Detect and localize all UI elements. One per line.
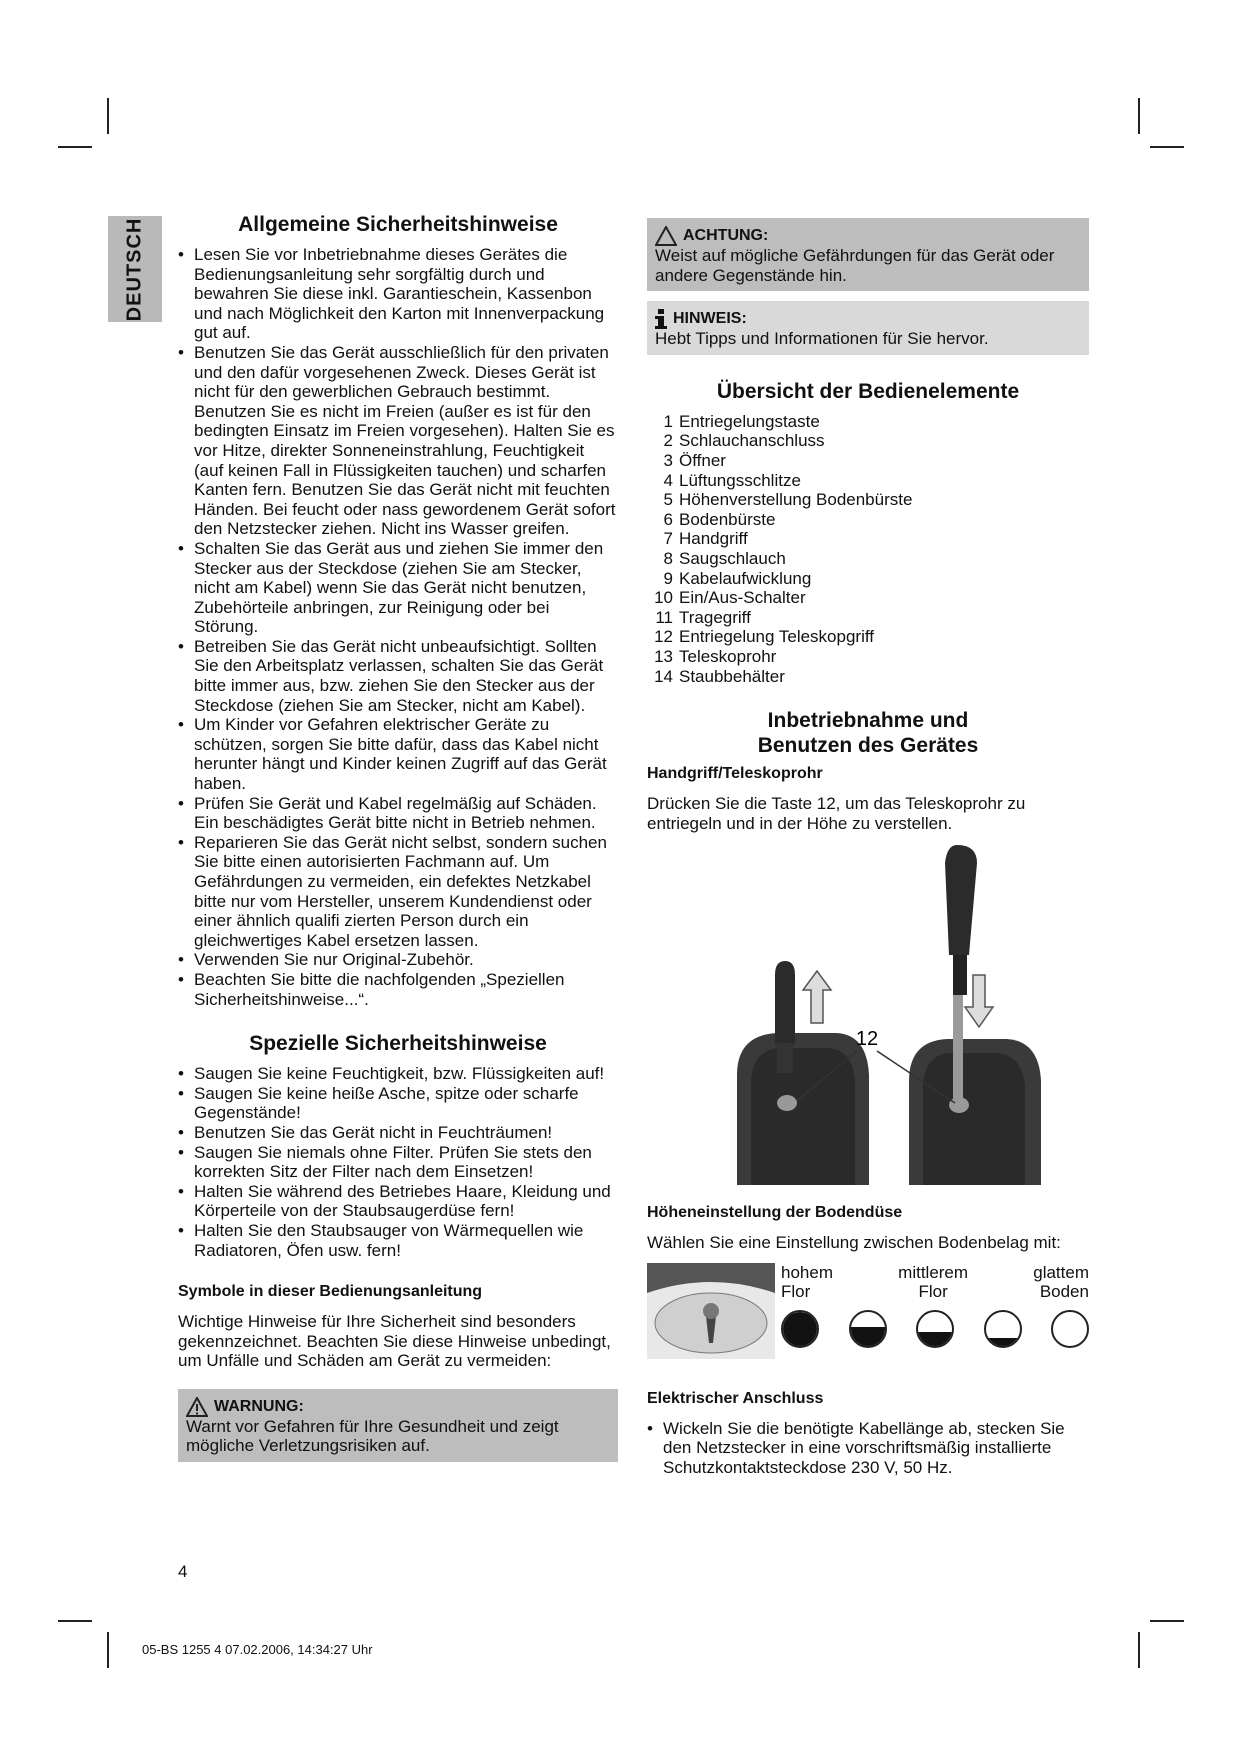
vacuum-left xyxy=(737,961,869,1185)
level-indicators xyxy=(781,1310,1089,1348)
level-high: hohem Flor xyxy=(781,1262,833,1302)
part-number: 12 xyxy=(654,627,673,647)
caution-text: Weist auf mögliche Gefährdungen für das Gerät oder andere Gegenstände hin. xyxy=(655,246,1055,285)
info-icon xyxy=(655,309,667,329)
part-number: 14 xyxy=(654,666,673,686)
part-number: 9 xyxy=(663,568,673,588)
list-item: • Prüfen Sie Gerät und Kabel regelmäßig auf Schäden. Ein beschädigtes Gerät bitte nicht in Betrieb nehmen. xyxy=(178,794,618,833)
part-number: 1 xyxy=(663,411,673,431)
special-safety-title: Spezielle Sicherheitshinweise xyxy=(249,1032,547,1056)
list-item: • Saugen Sie keine heiße Asche, spitze oder scharfe Gegenstände! xyxy=(178,1084,618,1123)
part-number: 11 xyxy=(655,607,673,627)
usage-title-line1: Inbetriebnahme und xyxy=(767,709,969,733)
list-item: • Benutzen Sie das Gerät ausschließlich für den privaten und den dafür vorgesehenen Zweck. Dieses Gerät ist nicht für den gewerblichen Gebrauch bestimmt. Benutzen Sie es nicht im Freien (außer es ist für den bedingten Einsatz im Freien vorgesehen). Halten Sie es vor Hitze, direkter Sonneneinstrahlung, Feuchtigkeit (auf keinen Fall in Flüssigkeiten tauchen) und scharfen Kanten fern. Benutzen Sie das Gerät nicht mit feuchten Händen. Bei feucht oder nass gewordenem Gerät sofort den Netzstecker ziehen. Nicht ins Wasser greifen. xyxy=(178,343,618,539)
level-circle-icon xyxy=(781,1310,819,1348)
warning-box xyxy=(178,1389,618,1462)
crop-mark xyxy=(107,1632,109,1668)
part-number: 4 xyxy=(663,470,673,490)
part-item xyxy=(647,471,1089,491)
part-label: Höhenverstellung Bodenbürste xyxy=(679,490,913,510)
part-label: Öffner xyxy=(679,450,726,470)
arrow-up-icon xyxy=(803,971,831,1023)
part-label: Lüftungsschlitze xyxy=(679,470,801,490)
part-number: 13 xyxy=(654,646,673,666)
parts-list xyxy=(647,412,1089,686)
vacuum-figure xyxy=(647,845,1089,1185)
part-label: Teleskoprohr xyxy=(679,646,777,666)
list-item: • Beachten Sie bitte die nachfolgenden „Speziellen Sicherheitshinweise...“. xyxy=(178,970,618,1009)
level-medium: mittlerem Flor xyxy=(898,1262,969,1302)
note-box xyxy=(647,301,1089,355)
right-column xyxy=(647,218,1089,1478)
part-label: Ein/Aus-Schalter xyxy=(679,588,806,608)
language-tab-label: DEUTSCH xyxy=(123,217,146,321)
part-item xyxy=(647,569,1089,589)
list-item: • Saugen Sie niemals ohne Filter. Prüfen Sie stets den korrekten Sitz der Filter nach dem Einsetzen! xyxy=(178,1143,618,1182)
list-item: • Wickeln Sie die benötigte Kabellänge ab, stecken Sie den Netzstecker in eine vorschriftsmäßig installierte Schutzkontaktsteckdose 230 V, 50 Hz. xyxy=(647,1419,1089,1478)
list-item: • Verwenden Sie nur Original-Zubehör. xyxy=(178,950,618,970)
overview-title: Übersicht der Bedienelemente xyxy=(716,379,1020,403)
part-label: Entriegelung Teleskopgriff xyxy=(679,627,875,647)
part-item xyxy=(647,490,1089,510)
handle-title: Handgriff/Teleskoprohr xyxy=(647,765,823,783)
usage-title-line2: Benutzen des Gerätes xyxy=(757,734,979,758)
general-safety-title: Allgemeine Sicherheitshinweise xyxy=(238,213,558,236)
list-item: • Betreiben Sie das Gerät nicht unbeaufsichtigt. Sollten Sie den Arbeitsplatz verlassen, schalten Sie das Gerät bitte immer aus, bzw. ziehen Sie den Stecker aus der Steckdose (ziehen Sie am Stecker, nicht am Kabel). xyxy=(178,637,618,715)
part-number: 10 xyxy=(654,588,673,608)
vacuum-illustration xyxy=(647,845,1089,1185)
list-item: • Halten Sie während des Betriebes Haare, Kleidung und Körperteile von der Staubsaugerdüse fern! xyxy=(178,1182,618,1221)
level-circle-icon xyxy=(984,1310,1022,1348)
part-item xyxy=(647,549,1089,569)
part-label: Staubbehälter xyxy=(679,666,785,686)
electric-title: Elektrischer Anschluss xyxy=(647,1389,824,1407)
height-settings xyxy=(647,1263,1089,1359)
crop-mark xyxy=(1138,98,1140,134)
list-item: • Halten Sie den Staubsauger von Wärmequellen wie Radiatoren, Öfen usw. fern! xyxy=(178,1221,618,1260)
part-label: Kabelaufwicklung xyxy=(679,568,812,588)
print-footer: 05-BS 1255 4 07.02.2006, 14:34:27 Uhr xyxy=(142,1642,373,1657)
part-item xyxy=(647,412,1089,432)
part-number: 2 xyxy=(663,431,673,451)
note-label: HINWEIS: xyxy=(673,310,747,328)
part-item xyxy=(647,529,1089,549)
part-item xyxy=(647,451,1089,471)
part-item xyxy=(647,647,1089,667)
list-item: • Um Kinder vor Gefahren elektrischer Geräte zu schützen, sorgen Sie bitte dafür, dass das Kabel nicht herunter hängt und Kinder keinen Zugriff auf das Gerät haben. xyxy=(178,715,618,793)
level-labels xyxy=(781,1263,1089,1302)
part-number: 7 xyxy=(663,529,673,549)
general-safety-list xyxy=(178,245,618,1009)
page-number: 4 xyxy=(178,1562,188,1581)
left-column xyxy=(178,212,618,1462)
note-text: Hebt Tipps und Informationen für Sie hervor. xyxy=(655,329,989,349)
symbols-text: Wichtige Hinweise für Ihre Sicherheit sind besonders gekennzeichnet. Beachten Sie diese Hinweise unbedingt, um Unfälle und Schäden am Gerät zu vermeiden: xyxy=(178,1312,611,1371)
part-label: Saugschlauch xyxy=(679,548,786,568)
crop-mark xyxy=(1150,146,1184,148)
part-number: 6 xyxy=(663,509,673,529)
part-item xyxy=(647,588,1089,608)
warning-header xyxy=(186,1397,610,1417)
language-tab xyxy=(108,216,162,322)
part-number: 5 xyxy=(663,490,673,510)
handle-text: Drücken Sie die Taste 12, um das Teleskoprohr zu entriegeln und in der Höhe zu verstellen. xyxy=(647,794,1026,833)
caution-box xyxy=(647,218,1089,291)
crop-mark xyxy=(1150,1620,1184,1622)
part-item xyxy=(647,608,1089,628)
list-item: • Saugen Sie keine Feuchtigkeit, bzw. Flüssigkeiten auf! xyxy=(178,1064,618,1084)
level-circle-icon xyxy=(1051,1310,1089,1348)
caution-label: ACHTUNG: xyxy=(683,227,769,245)
height-levels xyxy=(775,1263,1089,1359)
part-number: 3 xyxy=(663,450,673,470)
part-item xyxy=(647,627,1089,647)
part-number: 8 xyxy=(663,548,673,568)
height-title: Höheneinstellung der Bodendüse xyxy=(647,1204,903,1222)
height-text: Wählen Sie eine Einstellung zwischen Bodenbelag mit: xyxy=(647,1233,1061,1253)
electric-list xyxy=(647,1419,1089,1478)
list-item: • Benutzen Sie das Gerät nicht in Feuchträumen! xyxy=(178,1123,618,1143)
part-item xyxy=(647,667,1089,687)
warning-triangle-icon xyxy=(186,1397,208,1417)
part-label: Schlauchanschluss xyxy=(679,431,825,451)
part-label: Tragegriff xyxy=(679,607,751,627)
level-flat: glattem Boden xyxy=(1033,1262,1089,1302)
part-label: Handgriff xyxy=(679,529,748,549)
list-item: • Reparieren Sie das Gerät nicht selbst, sondern suchen Sie bitte einen autorisierten Fachmann auf. Um Gefährdungen zu vermeiden, ein defektes Netzkabel bitte nur vom Hersteller, unserem Kundendienst oder einer ähnlich qualifi zierten Person durch ein gleichwertiges Kabel ersetzen lassen. xyxy=(178,833,618,951)
callout-label: 12 xyxy=(855,1028,879,1051)
part-label: Bodenbürste xyxy=(679,509,776,529)
crop-mark xyxy=(1138,1632,1140,1668)
crop-mark xyxy=(107,98,109,134)
special-safety-list xyxy=(178,1064,618,1260)
arrow-down-icon xyxy=(965,975,993,1027)
note-header xyxy=(655,309,1081,329)
caution-triangle-icon xyxy=(655,226,677,246)
list-item: • Lesen Sie vor Inbetriebnahme dieses Gerätes die Bedienungsanleitung sehr sorgfältig durch und bewahren Sie diese inkl. Garantieschein, Kassenbon und nach Möglichkeit den Karton mit Innenverpackung gut auf. xyxy=(178,245,618,343)
part-item xyxy=(647,431,1089,451)
level-circle-icon xyxy=(849,1310,887,1348)
list-item: • Schalten Sie das Gerät aus und ziehen Sie immer den Stecker aus der Steckdose (ziehen Sie am Stecker, nicht am Kabel) wenn Sie das Gerät nicht benutzen, Zubehörteile anbringen, zur Reinigung oder bei Störung. xyxy=(178,539,618,637)
warning-text: Warnt vor Gefahren für Ihre Gesundheit und zeigt mögliche Verletzungsrisiken auf. xyxy=(186,1416,559,1456)
crop-mark xyxy=(58,146,92,148)
symbols-title: Symbole in dieser Bedienungsanleitung xyxy=(178,1283,483,1301)
nozzle-dial-photo xyxy=(647,1263,775,1359)
level-circle-icon xyxy=(916,1310,954,1348)
part-item xyxy=(647,510,1089,530)
caution-header xyxy=(655,226,1081,246)
part-label: Entriegelungstaste xyxy=(679,411,820,431)
crop-mark xyxy=(58,1620,92,1622)
warning-label: WARNUNG: xyxy=(214,1398,304,1416)
